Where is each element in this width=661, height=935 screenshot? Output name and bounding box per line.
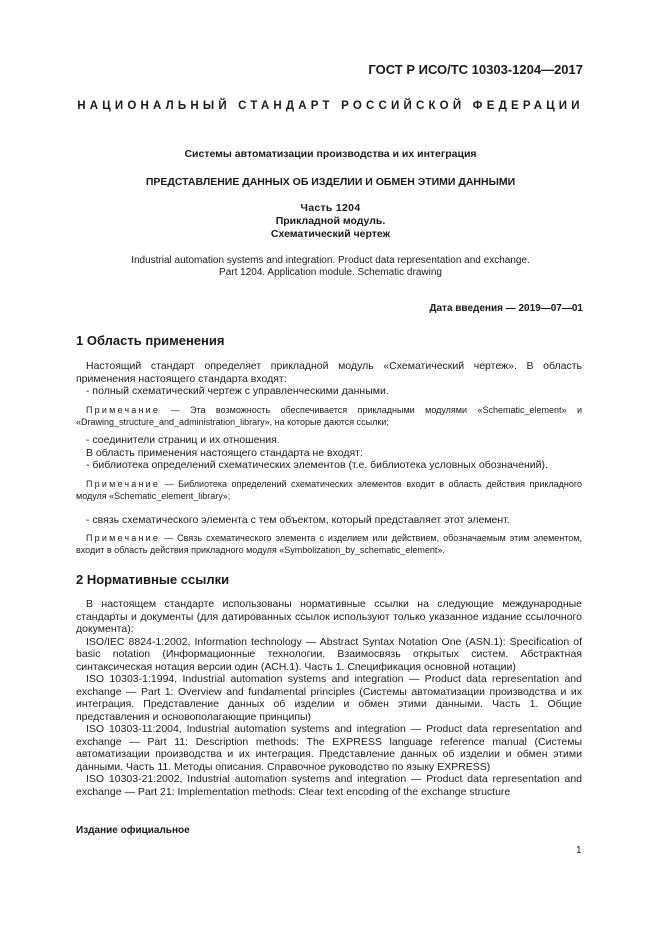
section1-paragraph: Настоящий стандарт определяет прикладной модуль «Схематический чертеж». В область применения настоящего стандарта входят: [76, 360, 582, 385]
introduction-date: Дата введения — 2019—07—01 [429, 303, 583, 314]
note-text: — Связь схематического элемента с изделием или действием, обозначаемым этим элементом, входит в область действия прикладного модуля «Symbolization_by_schematic_element». [76, 533, 582, 555]
series-title: Системы автоматизации производства и их интеграция [184, 148, 477, 160]
subtitle: Схематический чертеж [270, 228, 391, 240]
module-title: Прикладной модуль. [275, 215, 386, 227]
note-3 [76, 532, 582, 556]
english-title-line1: Industrial automation systems and integration. Product data representation and exchange. [131, 255, 530, 266]
national-standard-banner: НАЦИОНАЛЬНЫЙ СТАНДАРТ РОССИЙСКОЙ ФЕДЕРАЦИИ [77, 100, 584, 112]
section1-heading: 1 Область применения [76, 333, 225, 348]
note-label: Примечание [86, 479, 161, 489]
edition-label: Издание официальное [76, 825, 190, 836]
list-item: - библиотека определений схематических элементов (т.е. библиотека условных обозначений). [86, 459, 548, 471]
note-label: Примечание [86, 533, 161, 543]
note-text: — Библиотека определений схематических элементов входит в область действия прикладного модуля «Schematic_element_library»; [76, 479, 582, 501]
list-item: - связь схематического элемента с тем объектом, который представляет этот элемент. [86, 514, 510, 526]
english-title-line2: Part 1204. Application module. Schematic drawing [219, 267, 442, 278]
section2-heading: 2 Нормативные ссылки [76, 572, 230, 587]
note-text: — Эта возможность обеспечивается прикладными модулями «Schematic_element» и «Drawing_structure_and_administration_library», на которые даются ссылки; [76, 405, 582, 427]
reference-item: ISO 10303-11:2004, Industrial automation systems and integration — Product data representation and exchange — Part 11: Description methods: The EXPRESS language reference manual (Системы автоматизации производства и их интеграция. Представление данных об изделии и обмен этими данными. Часть 11. Методы описания. Справочное руководство по языку EXPRESS) [76, 723, 582, 773]
standard-number: ГОСТ Р ИСО/ТС 10303-1204—2017 [368, 62, 583, 77]
note-label: Примечание [86, 405, 161, 415]
page-number: 1 [576, 845, 582, 856]
section1-paragraph: В область применения настоящего стандарта не входят: [86, 446, 363, 459]
note-2 [76, 478, 582, 502]
reference-item: ISO 10303-1:1994, Industrial automation systems and integration — Product data representation and exchange — Part 1: Overview and fundamental principles (Системы автоматизации производства и их интеграция. Представление данных об изделии и обмен этими данными. Часть 1. Общие представления и основополагающие принципы) [76, 673, 582, 723]
part-number: Часть 1204 [300, 202, 361, 214]
list-item: - соединители страниц и их отношения. [86, 434, 280, 446]
section1-body [76, 360, 582, 398]
reference-item: ISO 10303-21:2002, Industrial automation systems and integration — Product data representation and exchange — Part 21: Implementation methods: Clear text encoding of the exchange structure [76, 773, 582, 798]
section1-body-2 [76, 434, 582, 472]
section1-body-3 [76, 514, 582, 527]
reference-item: ISO/IEC 8824-1:2002, Information technology — Abstract Syntax Notation One (ASN.1): Specification of basic notation (Информационные технологии. Взаимосвязь открытых систем. Абстрактная синтаксическая нотация версии один (АСН.1). Часть 1. Спецификация основной нотации) [76, 635, 582, 673]
note-1 [76, 404, 582, 428]
section2-paragraph: В настоящем стандарте использованы нормативные ссылки на следующие международные стандарты и документы (для датированных ссылок используют только указанное издание ссылочного документа): [76, 598, 582, 635]
list-item: - полный схематический чертеж с управленческими данными. [86, 385, 389, 397]
section2-body [76, 598, 582, 798]
main-title: ПРЕДСТАВЛЕНИЕ ДАННЫХ ОБ ИЗДЕЛИИ И ОБМЕН ЭТИМИ ДАННЫМИ [145, 176, 516, 188]
